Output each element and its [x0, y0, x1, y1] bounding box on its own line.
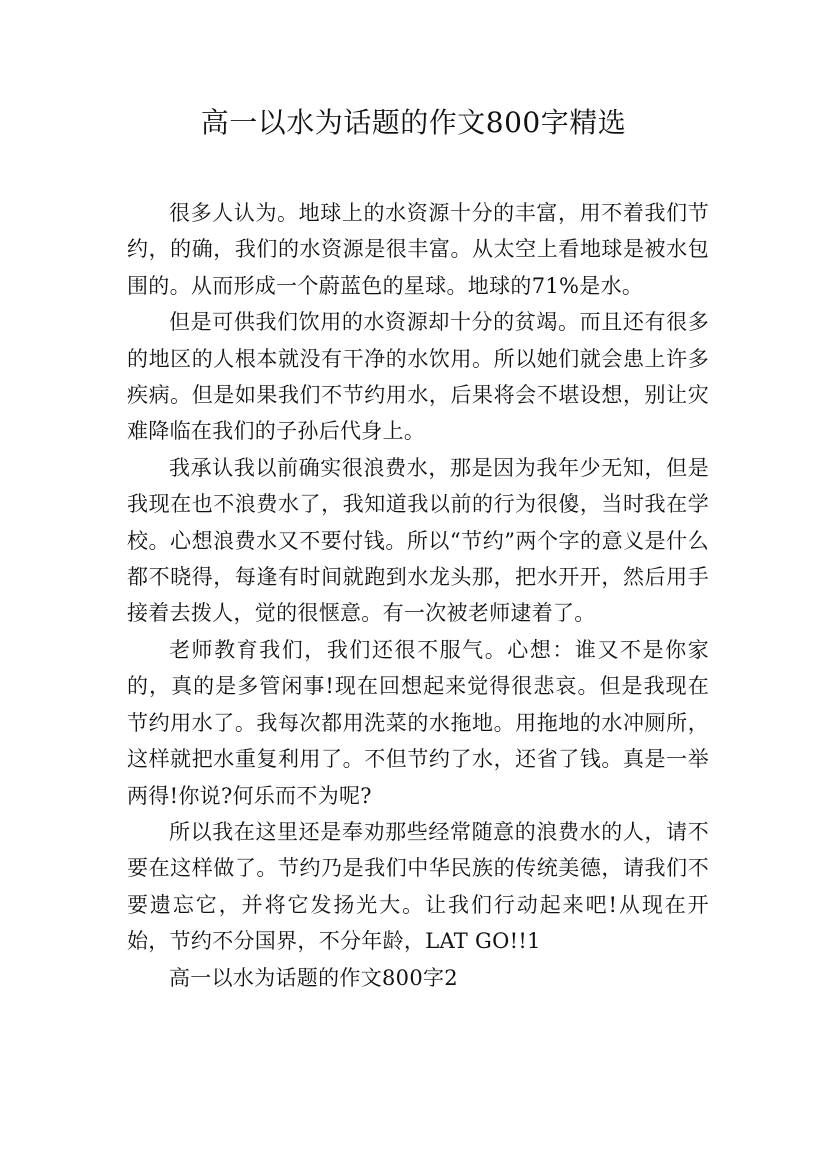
- paragraph-2: 但是可供我们饮用的水资源却十分的贫竭。而且还有很多的地区的人根本就没有干净的水饮用。所以她们就会患上许多疾病。但是如果我们不节约用水，后果将会不堪设想，别让灾难降临在我们的子孙后代身上。: [127, 310, 709, 444]
- paragraph-3: 我承认我以前确实很浪费水，那是因为我年少无知，但是我现在也不浪费水了，我知道我以前的行为很傻，当时我在学校。心想浪费水又不要付钱。所以“节约”两个字的意义是什么都不晓得，每逢有时间就跑到水龙头那，把水开开，然后用手接着去拨人，觉的很惬意。有一次被老师逮着了。: [127, 455, 709, 626]
- document-body: [127, 195, 709, 996]
- paragraph-4: 老师教育我们，我们还很不服气。心想：谁又不是你家的，真的是多管闲事!现在回想起来觉得很悲哀。但是我现在节约用水了。我每次都用洗菜的水拖地。用拖地的水冲厕所，这样就把水重复利用了。不但节约了水，还省了钱。真是一举两得!你说?何乐而不为呢?: [127, 637, 709, 808]
- paragraph-5: 所以我在这里还是奉劝那些经常随意的浪费水的人，请不要在这样做了。节约乃是我们中华民族的传统美德，请我们不要遗忘它，并将它发扬光大。让我们行动起来吧!从现在开始，节约不分国界，不分年龄，LAT GO!!1: [127, 819, 709, 954]
- section-heading-2: 高一以水为话题的作文800字2: [169, 965, 458, 990]
- document-title: 高一以水为话题的作文800字精选: [200, 106, 627, 139]
- paragraph-1: 很多人认为。地球上的水资源十分的丰富，用不着我们节约，的确，我们的水资源是很丰富。从太空上看地球是被水包围的。从而形成一个蔚蓝色的星球。地球的71%是水。: [127, 201, 709, 298]
